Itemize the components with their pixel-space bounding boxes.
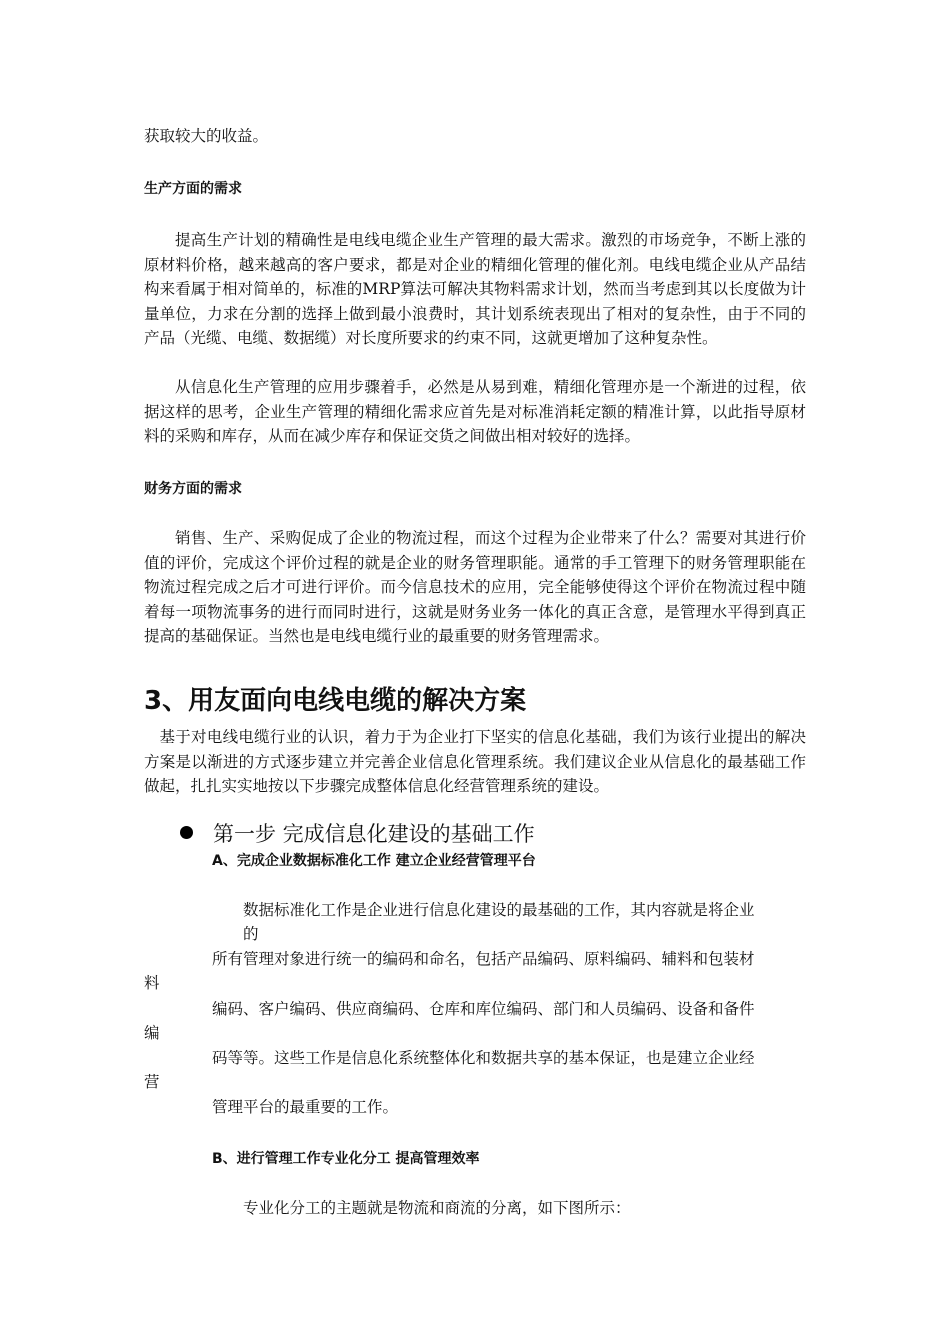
production-paragraph-2: 从信息化生产管理的应用步骤着手，必然是从易到难，精细化管理亦是一个渐进的过程，依据这样的思考，企业生产管理的精细化需求应首先是对标准消耗定额的精准计算，以此指导原材料的采购和库存，从而在减少库存和保证交货之间做出相对较好的选择。 xyxy=(144,378,806,446)
finance-heading: 财务方面的需求 xyxy=(144,481,242,497)
step-1-title-text: 第一步 完成信息化建设的基础工作 xyxy=(213,822,535,846)
production-paragraph-1: 提高生产计划的精确性是电线电缆企业生产管理的最大需求。激烈的市场竞争，不断上涨的原材料价格，越来越高的客户要求，都是对企业的精细化管理的催化剂。电线电缆企业从产品结构来看属于相对简单的，标准的MRP算法可解决其物料需求计划，然而当考虑到其以长度做为计量单位，力求在分割的选择上做到最小浪费时，其计划系统表现出了相对的复杂性，由于不同的产品（光缆、电缆、数据缆）对长度所要求的约束不同，这就更增加了这种复杂性。 xyxy=(144,231,806,348)
step-1-title xyxy=(180,818,535,848)
finance-paragraph-1: 销售、生产、采购促成了企业的物流过程，而这个过程为企业带来了什么？需要对其进行价值的评价，完成这个评价过程的就是企业的财务管理职能。通常的手工管理下的财务管理职能在物流过程完成之后才可进行评价。而今信息技术的应用，完全能够使得这个评价在物流过程中随着每一项物流事务的进行而同时进行，这就是财务业务一体化的真正含意，是管理水平得到真正提高的基础保证。当然也是电线电缆行业的最重要的财务管理需求。 xyxy=(144,529,806,646)
step-1-a-line: 数据标准化工作是企业进行信息化建设的最基础的工作，其内容就是将企业 xyxy=(243,901,755,919)
step-1-a-line: 营 xyxy=(144,1073,160,1091)
production-heading: 生产方面的需求 xyxy=(144,181,242,197)
step-1-b-heading: B、进行管理工作专业化分工 提高管理效率 xyxy=(212,1151,480,1167)
section-3-heading: 3、用友面向电线电缆的解决方案 xyxy=(144,686,527,716)
step-1-a-heading: A、完成企业数据标准化工作 建立企业经营管理平台 xyxy=(212,853,536,869)
step-1-a-line: 编 xyxy=(144,1024,160,1042)
step-1-a-line: 编码、客户编码、供应商编码、仓库和库位编码、部门和人员编码、设备和备件 xyxy=(212,1000,755,1018)
step-1-a-line: 的 xyxy=(243,925,259,943)
step-1-b-line: 专业化分工的主题就是物流和商流的分离，如下图所示： xyxy=(243,1199,631,1217)
step-1-a-line: 管理平台的最重要的工作。 xyxy=(212,1098,399,1116)
section-3-paragraph: 基于对电线电缆行业的认识，着力于为企业打下坚实的信息化基础，我们为该行业提出的解决方案是以渐进的方式逐步建立并完善企业信息化管理系统。我们建议企业从信息化的最基础工作做起，扎扎实实地按以下步骤完成整体信息化经营管理系统的建设。 xyxy=(144,728,806,796)
bullet-icon xyxy=(180,826,193,839)
intro-fragment: 获取较大的收益。 xyxy=(144,127,269,145)
step-1-a-line: 码等等。这些工作是信息化系统整体化和数据共享的基本保证，也是建立企业经 xyxy=(212,1049,755,1067)
step-1-a-line: 所有管理对象进行统一的编码和命名，包括产品编码、原料编码、辅料和包装材 xyxy=(212,950,755,968)
step-1-a-line: 料 xyxy=(144,974,160,992)
